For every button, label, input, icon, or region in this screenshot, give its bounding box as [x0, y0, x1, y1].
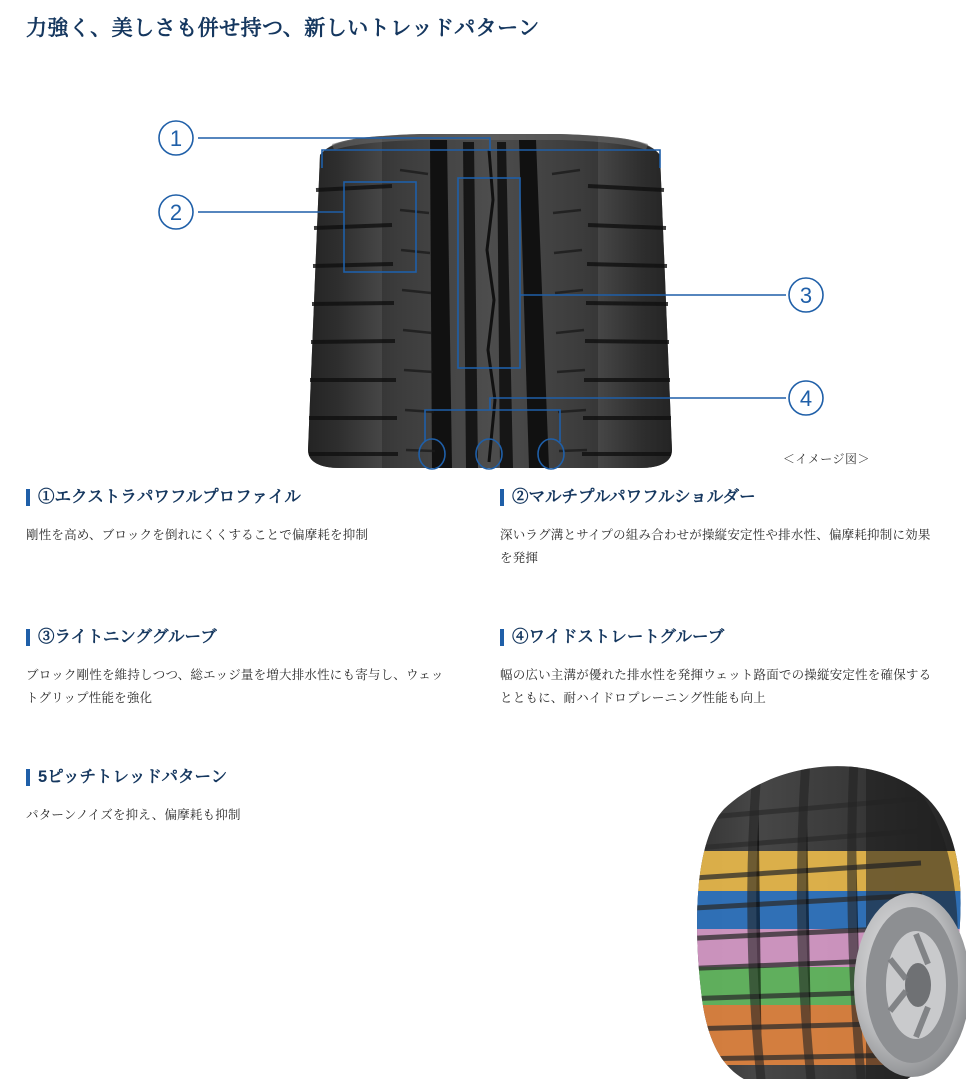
feature-body-4: 幅の広い主溝が優れた排水性を発揮ウェット路面での操縦安定性を確保するとともに、耐ハイドロプレーニング性能も向上 [500, 667, 932, 705]
feature-title-5: 5ピッチトレッドパターン [26, 768, 456, 788]
feature-title-4: ④ワイドストレートグルーブ [500, 628, 940, 648]
tread-pattern-diagram [0, 50, 966, 480]
feature-body-5: パターンノイズを抑え、偏摩耗も抑制 [26, 807, 241, 822]
callout-number-3 [789, 278, 823, 312]
page-title: 力強く、美しさも併せ持つ、新しいトレッドパターン [26, 17, 540, 40]
feature-item-5 [26, 768, 456, 827]
tyre-tread-body [308, 134, 672, 468]
feature-body-3: ブロック剛性を維持しつつ、総エッジ量を増大排水性にも寄与し、ウェットグリップ性能を強化 [26, 667, 444, 705]
feature-title-1: ①エクストラパワフルプロファイル [26, 488, 456, 508]
feature-title-2: ②マルチプルパワフルショルダー [500, 488, 940, 508]
feature-item-4 [500, 628, 940, 710]
feature-body-1: 剛性を高め、ブロックを倒れにくくすることで偏摩耗を抑制 [26, 527, 369, 542]
pitch-pattern-tyre-image [666, 759, 966, 1079]
callout-number-2 [159, 195, 193, 229]
feature-item-2 [500, 488, 940, 570]
image-caption: ＜イメージ図＞ [782, 452, 870, 466]
callout-number-1 [159, 121, 193, 155]
feature-item-1 [26, 488, 456, 547]
callout-number-4 [789, 381, 823, 415]
svg-text:2: 2 [169, 200, 183, 225]
feature-title-3: ③ライトニンググルーブ [26, 628, 456, 648]
svg-text:4: 4 [799, 386, 813, 411]
wheel-rim [854, 893, 966, 1077]
svg-text:3: 3 [799, 283, 813, 308]
feature-body-2: 深いラグ溝とサイプの組み合わせが操縦安定性や排水性、偏摩耗抑制に効果を発揮 [500, 527, 931, 565]
feature-item-3 [26, 628, 456, 710]
svg-text:1: 1 [169, 126, 183, 151]
